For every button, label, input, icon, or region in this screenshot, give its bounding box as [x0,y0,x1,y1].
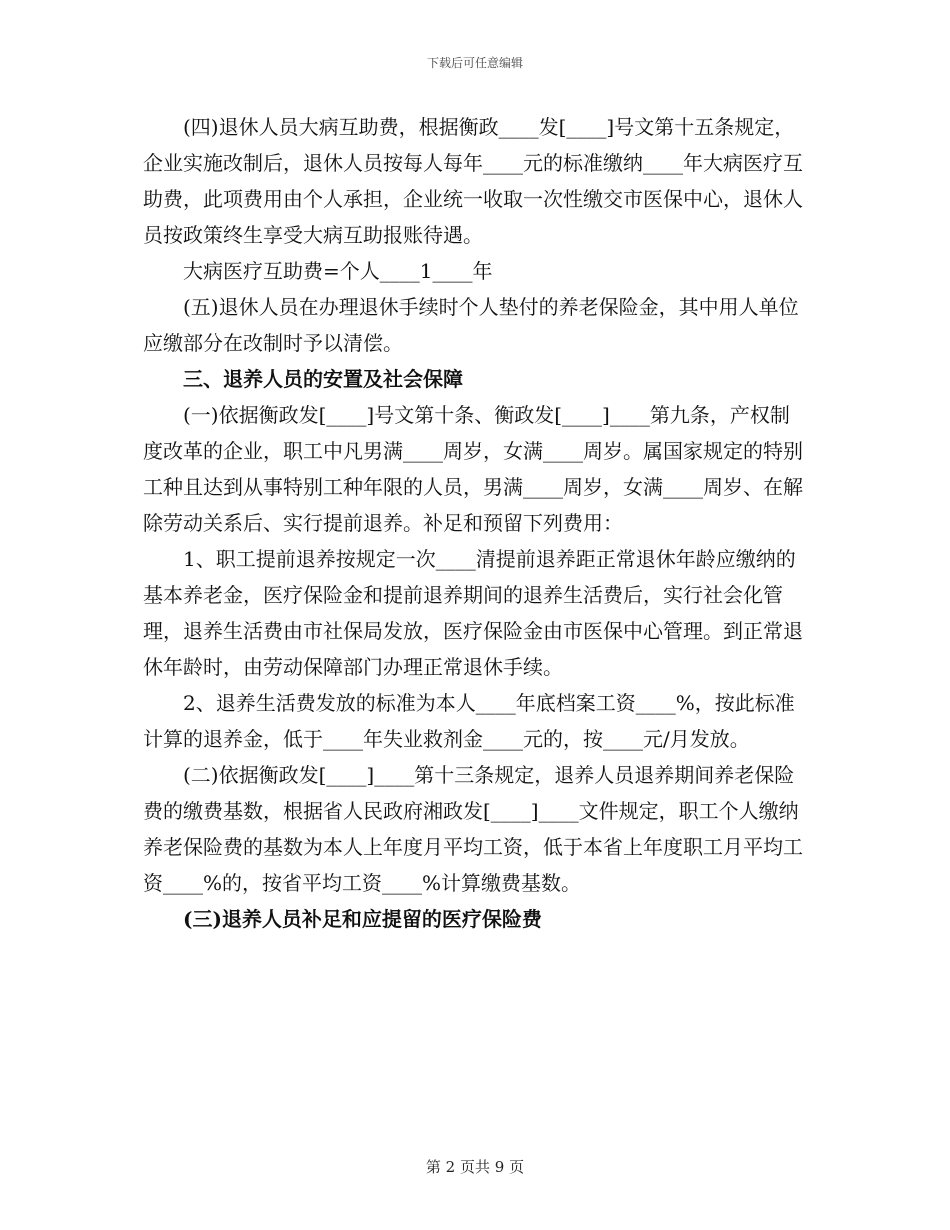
paragraph-illness-fee-formula: 大病医疗互助费=个人____1____年 [183,259,493,283]
paragraph-section3-item2: (二)依据衡政发[____]____第十三条规定，退养人员退养期间养老保险费的缴费基数，根据省人民政府湘政发[____]____文件规定，职工个人缴纳养老保险费的基数为本人上年度月平均工资，低于本省上年度职工月平均工资____%的，按省平均工资____%计算缴费基数。 [143,763,803,895]
paragraph-section3-item3-heading: (三)退养人员补足和应提留的医疗保险费 [183,907,542,931]
page-header: 下载后可任意编辑 [426,56,523,70]
section-3-heading: 三、退养人员的安置及社会保障 [183,367,463,391]
paragraph-living-allowance-2: 2、退养生活费发放的标准为本人____年底档案工资____%，按此标准计算的退养金，低于____年失业救剂金____元的，按____元/月发放。 [143,691,795,751]
document-body [143,109,807,937]
paragraph-5-pension-reimbursement: (五)退休人员在办理退休手续时个人垫付的养老保险金，其中用人单位应缴部分在改制时予以清偿。 [143,295,799,355]
paragraph-early-retirement-1: 1、职工提前退养按规定一次____清提前退养距正常退休年龄应缴纳的基本养老金，医疗保险金和提前退养期间的退养生活费后，实行社会化管理，退养生活费由市社保局发放，医疗保险金由市医保中心管理。到正常退休年龄时，由劳动保障部门办理正常退休手续。 [143,547,803,679]
paragraph-section3-item1: (一)依据衡政发[____]号文第十条、衡政发[____]____第九条，产权制度改革的企业，职工中凡男满____周岁，女满____周岁。属国家规定的特别工种且达到从事特别工种年限的人员，男满____周岁，女满____周岁、在解除劳动关系后、实行提前退养。补足和预留下列费用： [143,403,803,535]
page-footer: 第 2 页共 9 页 [425,1158,525,1176]
paragraph-4-retiree-illness-fee: (四)退休人员大病互助费，根据衡政____发[____]号文第十五条规定，企业实施改制后，退休人员按每人每年____元的标准缴纳____年大病医疗互助费，此项费用由个人承担，企业统一收取一次性缴交市医保中心，退休人员按政策终生享受大病互助报账待遇。 [143,115,803,247]
